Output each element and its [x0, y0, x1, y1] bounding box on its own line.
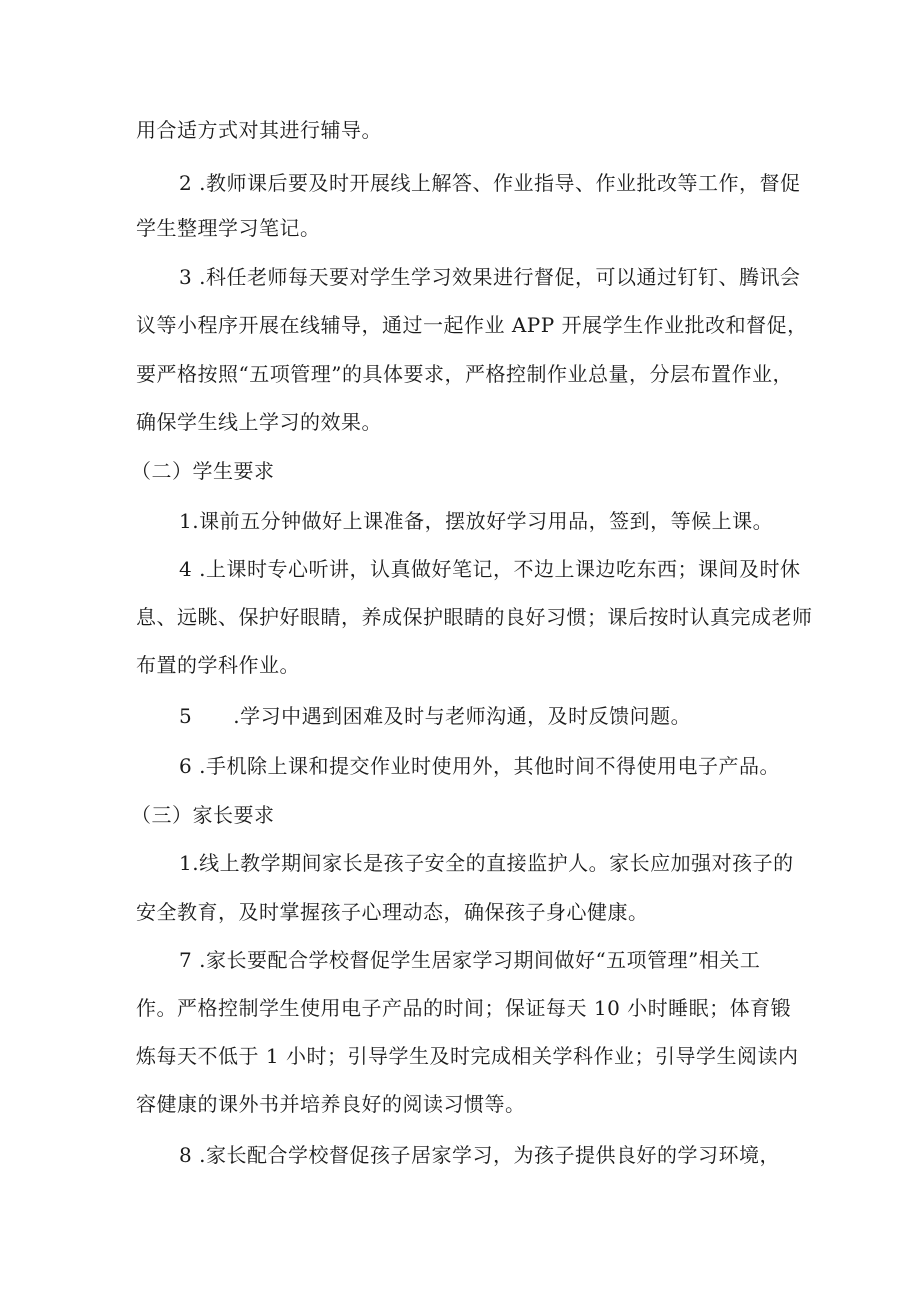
text-line: 作。严格控制学生使用电子产品的时间；保证每天 10 小时睡眠；体育锻 — [136, 996, 792, 1020]
text-line: 用合适方式对其进行辅导。 — [136, 118, 382, 142]
text-line: 息、远眺、保护好眼睛，养成保护眼睛的良好习惯；课后按时认真完成老师 — [136, 605, 813, 629]
text-line: 1.课前五分钟做好上课准备，摆放好学习用品，签到，等候上课。 — [179, 509, 774, 533]
section-heading: （三）家长要求 — [131, 803, 275, 827]
text-line: 学生整理学习笔记。 — [136, 216, 321, 240]
text-line: 3 .科任老师每天要对学生学习效果进行督促，可以通过钉钉、腾讯会 — [179, 265, 801, 289]
text-line: 安全教育，及时掌握孩子心理动态，确保孩子身心健康。 — [136, 900, 649, 924]
text-line: 4 .上课时专心听讲，认真做好笔记，不边上课边吃东西；课间及时休 — [179, 557, 801, 581]
text-line: 炼每天不低于 1 小时；引导学生及时完成相关学科作业；引导学生阅读内 — [136, 1044, 799, 1068]
text-line: 议等小程序开展在线辅导，通过一起作业 APP 开展学生作业批改和督促， — [136, 313, 808, 337]
text-line: 1.线上教学期间家长是孩子安全的直接监护人。家长应加强对孩子的 — [179, 851, 794, 875]
text-line: 确保学生线上学习的效果。 — [136, 410, 382, 434]
text-line: 要严格按照“五项管理”的具体要求，严格控制作业总量，分层布置作业， — [136, 362, 793, 386]
text-line: 8 .家长配合学校督促孩子居家学习，为孩子提供良好的学习环境， — [179, 1143, 780, 1167]
text-line: 容健康的课外书并培养良好的阅读习惯等。 — [136, 1092, 526, 1116]
text-line: 7 .家长要配合学校督促学生居家学习期间做好“五项管理”相关工 — [179, 948, 761, 972]
text-line: 5 .学习中遇到困难及时与老师沟通，及时反馈问题。 — [179, 704, 692, 728]
text-line: 2 .教师课后要及时开展线上解答、作业指导、作业批改等工作，督促 — [179, 171, 801, 195]
section-heading: （二）学生要求 — [131, 459, 275, 483]
text-line: 6 .手机除上课和提交作业时使用外，其他时间不得使用电子产品。 — [179, 754, 780, 778]
text-line: 布置的学科作业。 — [136, 653, 300, 677]
